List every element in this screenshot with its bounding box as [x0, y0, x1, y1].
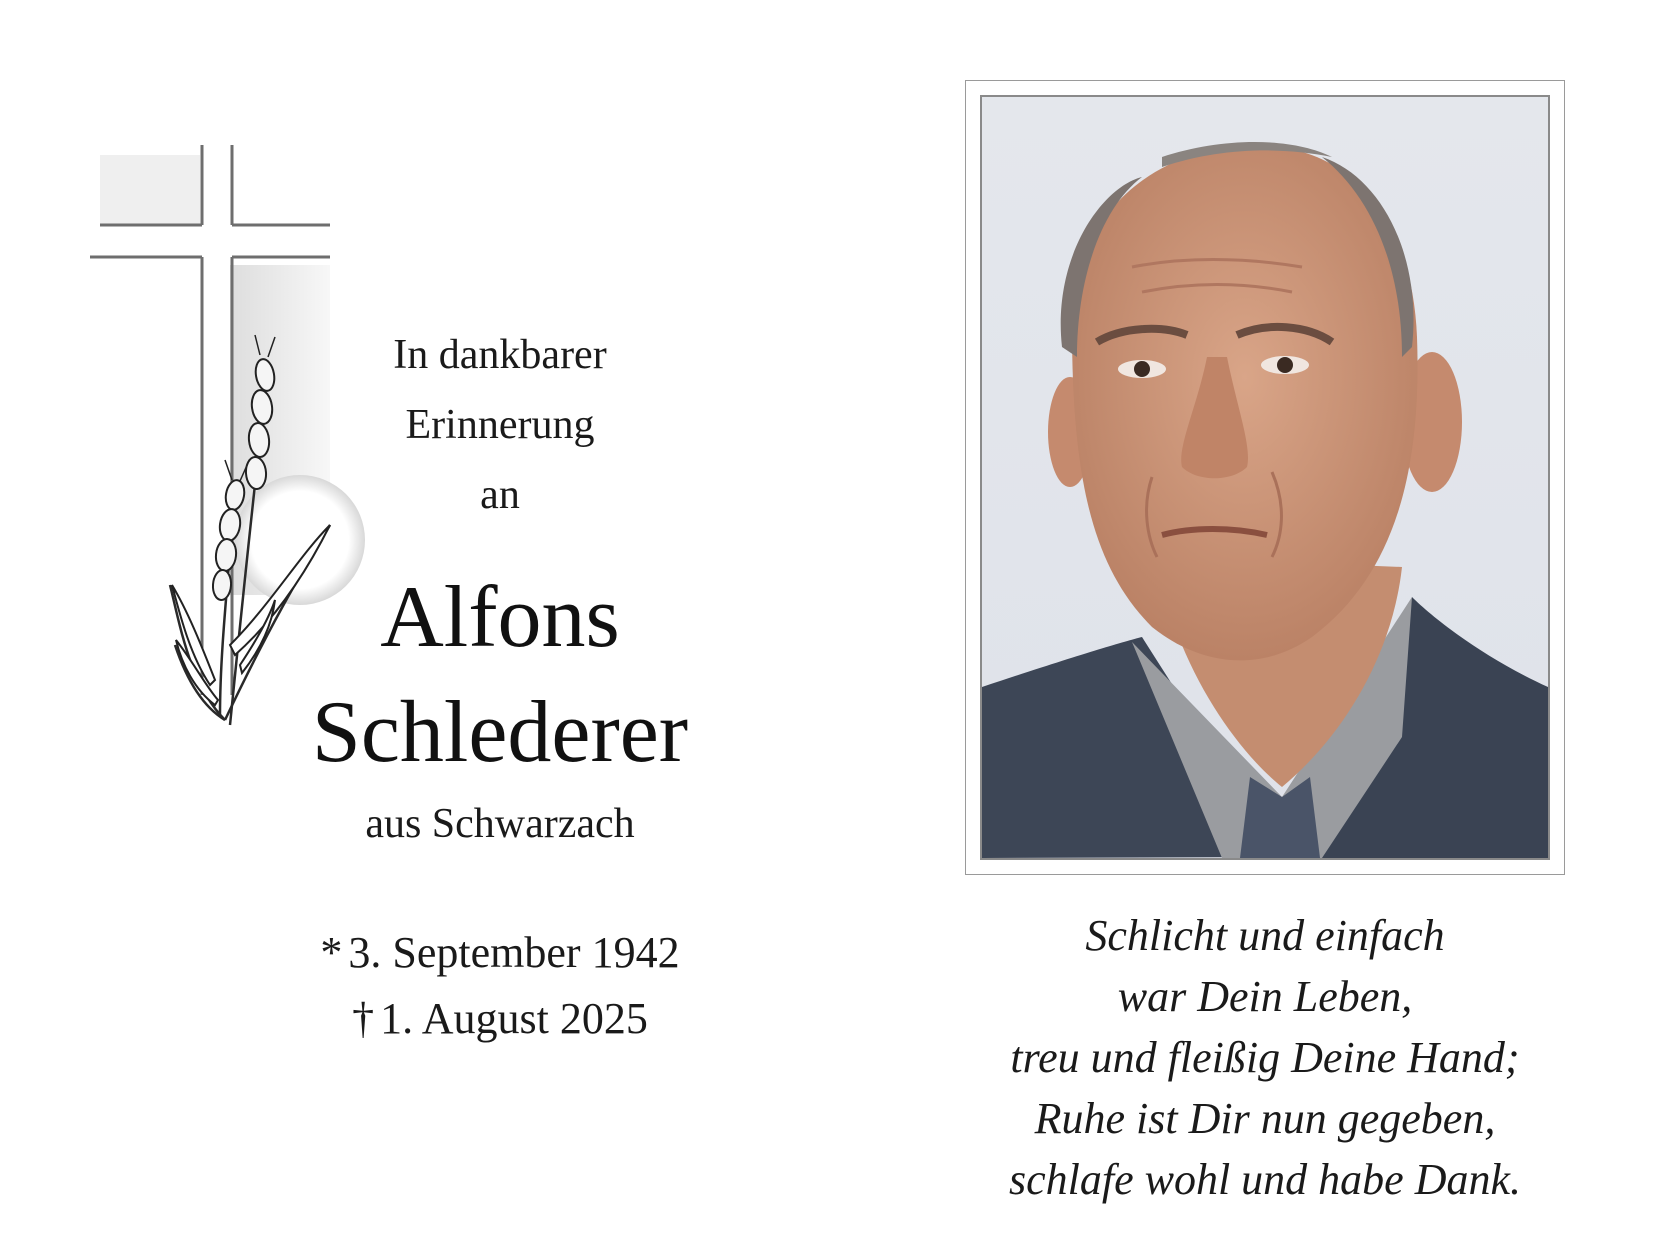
birth-date-line — [250, 920, 750, 986]
death-cross-icon: † — [352, 994, 375, 1043]
poem-line: schlafe wohl und habe Dank. — [1008, 1155, 1522, 1204]
intro-line-1: In dankbarer — [393, 332, 607, 378]
poem — [940, 905, 1590, 1210]
intro-line-3: an — [480, 472, 520, 518]
poem-line: treu und fleißig Deine Hand; — [1010, 1033, 1520, 1082]
first-name: Alfons — [380, 569, 620, 666]
birth-star-icon: * — [320, 928, 343, 977]
origin-text: aus Schwarzach — [365, 801, 635, 847]
death-date-line — [250, 986, 750, 1052]
birth-date: 3. September 1942 — [348, 928, 680, 977]
poem-line: Schlicht und einfach — [1085, 911, 1445, 960]
last-name: Schlederer — [311, 684, 689, 781]
portrait-photo — [980, 95, 1550, 860]
death-date: 1. August 2025 — [380, 994, 648, 1043]
intro-text — [300, 320, 700, 530]
poem-line: war Dein Leben, — [1117, 972, 1413, 1021]
poem-line: Ruhe ist Dir nun gegeben, — [1034, 1094, 1496, 1143]
intro-line-2: Erinnerung — [405, 402, 595, 448]
photo-frame — [965, 80, 1565, 875]
deceased-name — [250, 560, 750, 790]
life-dates — [250, 920, 750, 1052]
